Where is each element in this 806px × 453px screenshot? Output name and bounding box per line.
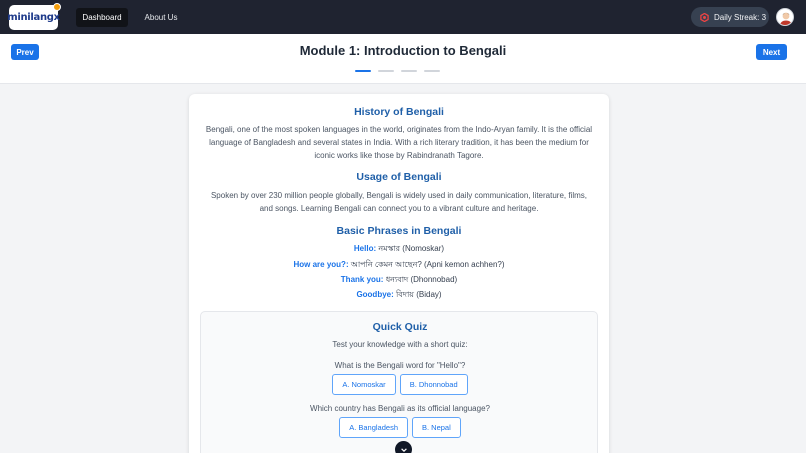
- quiz-title: Quick Quiz: [372, 321, 428, 333]
- quiz-options-2: [201, 417, 599, 438]
- phrase-text: ধন্যবাদ (Dhonnobad): [385, 275, 458, 284]
- phrase-label: Hello:: [353, 244, 377, 253]
- progress-step: [378, 70, 394, 72]
- phrase-label: Thank you:: [340, 275, 384, 284]
- quick-quiz-panel: [200, 311, 598, 453]
- quiz-option-button[interactable]: A. Bangladesh: [339, 417, 408, 438]
- quiz-option-button[interactable]: B. Nepal: [412, 417, 461, 438]
- usage-text: Spoken by over 230 million people globally, Bengali is widely used in daily communication, literature, films, and songs. Learning Bengali can connect you to a vibrant culture and heritage.: [210, 191, 588, 213]
- quiz-option-button[interactable]: A. Nomoskar: [332, 374, 395, 395]
- phrase-how-are-you: [189, 259, 609, 272]
- scroll-down-button[interactable]: [395, 441, 412, 453]
- chevron-down-icon: [400, 446, 408, 453]
- phrase-text: নমস্কার (Nomoskar): [378, 244, 445, 253]
- history-text: Bengali, one of the most spoken languages in the world, originates from the Indo-Aryan family. It is the official language of Bangladesh and several states in India. With a rich literary tradition, it has been the medium for iconic works like those by Rabindranath Tagore.: [205, 125, 593, 160]
- logo-text: minilangx: [7, 12, 60, 23]
- module-progress-indicator: [355, 70, 440, 72]
- nav-about-us[interactable]: About Us: [144, 13, 178, 22]
- progress-step: [424, 70, 440, 72]
- top-navbar: [0, 0, 806, 34]
- phrases-title: Basic Phrases in Bengali: [336, 225, 462, 237]
- daily-streak-label: Daily Streak: 3: [714, 12, 767, 22]
- quiz-question-1: What is the Bengali word for "Hello"?: [334, 361, 466, 370]
- app-logo[interactable]: [9, 5, 58, 30]
- quiz-options-1: [201, 374, 599, 395]
- phrase-label: Goodbye:: [356, 290, 394, 299]
- lesson-card: [189, 94, 609, 453]
- phrase-text: আপনি কেমন আছেন? (Apni kemon achhen?): [350, 260, 505, 269]
- phrase-label: How are you?:: [293, 260, 349, 269]
- gear-badge-icon: [700, 13, 709, 22]
- phrase-text: বিদায় (Biday): [396, 290, 442, 299]
- user-avatar-icon: [777, 9, 794, 26]
- progress-step: [401, 70, 417, 72]
- phrase-goodbye: [189, 289, 609, 302]
- phrase-hello: [189, 243, 609, 256]
- progress-step: [355, 70, 371, 72]
- quiz-question-2: Which country has Bengali as its official language?: [310, 404, 490, 413]
- logo-badge-icon: [53, 3, 61, 11]
- user-avatar[interactable]: [776, 8, 794, 26]
- page-title: Module 1: Introduction to Bengali: [299, 43, 507, 58]
- next-button[interactable]: Next: [756, 44, 787, 60]
- quiz-option-button[interactable]: B. Dhonnobad: [400, 374, 468, 395]
- phrase-thank-you: [189, 274, 609, 287]
- module-header: [0, 34, 806, 84]
- quiz-intro: Test your knowledge with a short quiz:: [332, 340, 468, 349]
- nav-dashboard[interactable]: Dashboard: [76, 8, 128, 27]
- usage-title: Usage of Bengali: [356, 171, 442, 183]
- prev-button[interactable]: Prev: [11, 44, 39, 60]
- daily-streak-badge[interactable]: [691, 7, 769, 27]
- history-title: History of Bengali: [354, 106, 444, 118]
